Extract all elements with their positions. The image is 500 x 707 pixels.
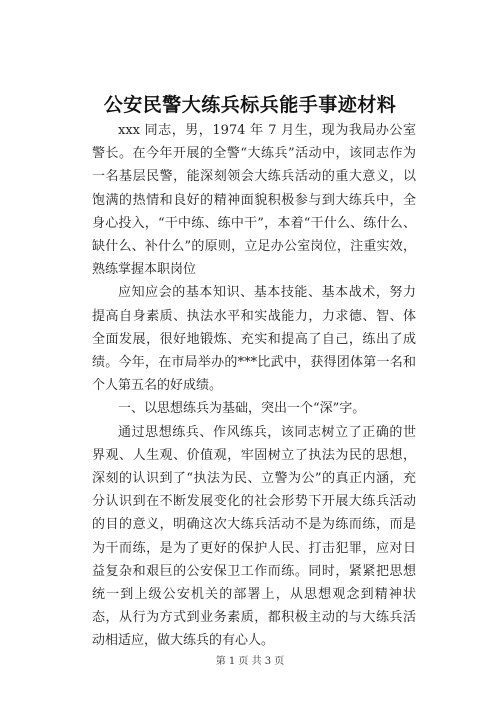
paragraph-1: xxx 同志，男，1974 年 7 月生，现为我局办公室警长。在今年开展的全警“大练兵”活动中，该同志作为一名基层民警，能深刻领会大练兵活动的重大意义，以饱满的热情和良好的精神面貌积极参与到大练兵中，全身心投入，“干中练、练中干”，本着“干什么、练什么、缺什么、补什么”的原则，立足办公室岗位，注重实效，熟练掌握本职岗位 xyxy=(92,123,416,278)
document-title: 公安民警大练兵标兵能手事迹材料 xyxy=(103,94,397,116)
section-heading-1: 一、以思想练兵为基础，突出一个“深”字。 xyxy=(118,401,366,417)
page-footer: 第 1 页 共 3 页 xyxy=(215,656,285,667)
paragraph-3: 通过思想练兵、作风练兵，该同志树立了正确的世界观、人生观、价值观，牢固树立了执法为民的思想，深刻的认识到了“执法为民、立警为公”的真正内涵，充分认识到在不断发展变化的社会形势下开展大练兵活动的目的意义，明确这次大练兵活动不是为练而练，而是为干而练，是为了更好的保护人民、打击犯罪，应对日益复杂和艰巨的公安保卫工作而练。同时，紧紧把思想统一到上级公安机关的部署上，从思想观念到精神状态，从行为方式到业务素质，都积极主动的与大练兵活动相适应，做大练兵的有心人。 xyxy=(92,424,416,649)
paragraph-2: 应知应会的基本知识、基本技能、基本战术，努力提高自身素质、执法水平和实战能力，力求德、智、体全面发展，很好地锻炼、充实和提高了自己，练出了成绩。今年，在市局举办的***比武中，获得团体第一名和个人第五名的好成绩。 xyxy=(92,285,416,394)
document-body xyxy=(92,119,416,653)
